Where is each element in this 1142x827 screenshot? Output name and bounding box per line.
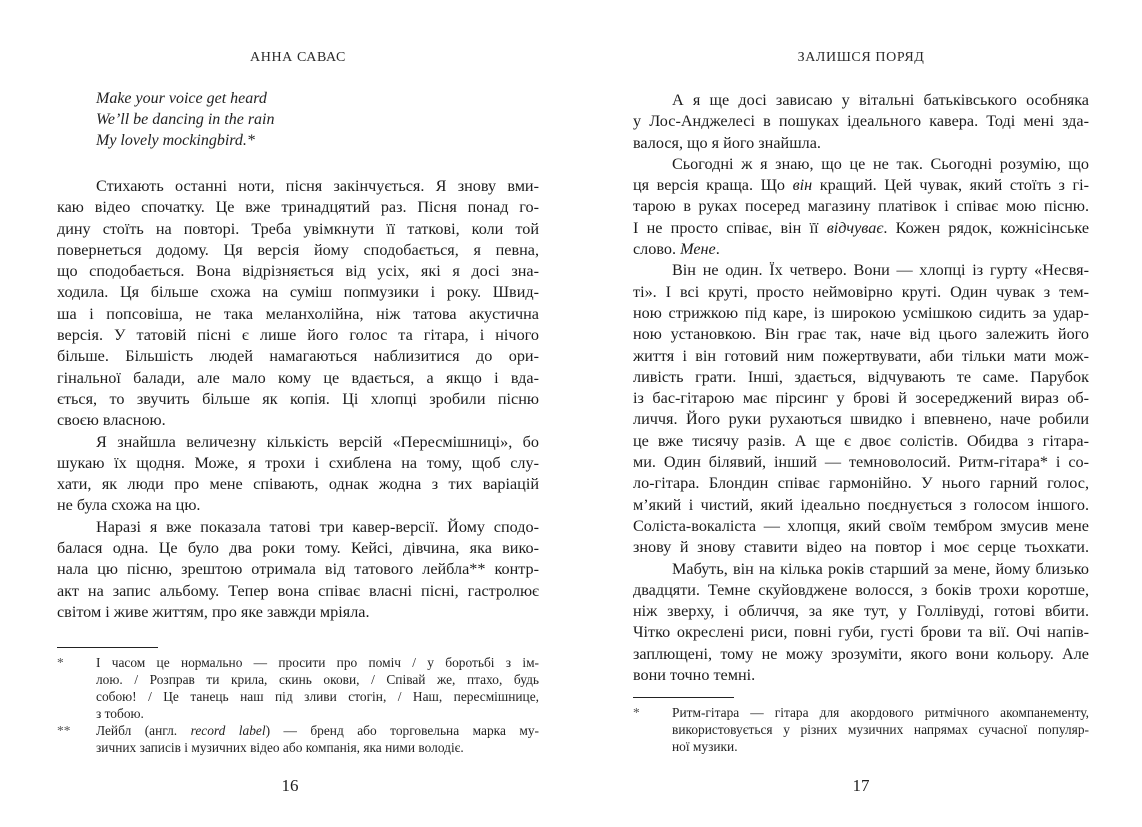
footnote-emphasis: record label [190, 723, 266, 738]
footnote-marker: * [57, 655, 64, 670]
text-line: тарою в руках посеред магазину платівок і співає мою пісню. [633, 197, 1089, 216]
left-page [57, 0, 539, 827]
text-span: слово. [633, 240, 681, 259]
footnote-rhythm-guitar [633, 704, 1089, 755]
footnote-line: зичних записів і музичних відео або компанія, яка ними володіє. [96, 740, 464, 755]
epigraph-line: My lovely mockingbird.* [96, 132, 255, 149]
text-line [633, 239, 1089, 260]
text-line: нала цю пісню, зрештою отримала від татового лейбла** контр- [57, 560, 539, 579]
song-epigraph [96, 88, 275, 151]
text-line: Стихають останні ноти, пісня закінчується. Я знову вми- [96, 177, 539, 195]
text-line: валося, що я його знайшла. [633, 133, 821, 152]
text-line: личчя. Його руки рухаються швидко і впевнено, наче робили [633, 410, 1089, 429]
text-line: дину стоїть на повторі. Треба увімкнути її таткові, коли той [57, 219, 539, 238]
footnote-marker: * [633, 705, 640, 720]
text-emphasis: відчуває [826, 218, 884, 237]
text-line: гінальної балади, але мало кому це вдається, а якщо і вда- [57, 368, 539, 387]
text-line: життя і він готовий ним пожертвувати, аби тільки мати мож- [633, 346, 1089, 365]
text-line: акт на запис альбому. Тепер вона співає власні пісні, гастролює [57, 581, 539, 600]
text-line: ло-гітара. Блондин співає гармонійно. У нього гарний голос, [633, 474, 1089, 493]
text-line: Чітко окреслені риси, повні губи, густі брови та вії. Очі напів- [633, 623, 1089, 642]
text-line: хати, як люди про мене співають, однак жодна з тих варіацій [57, 475, 539, 494]
footnote-line: використовується у різних музичних напрямах сучасної популяр- [672, 722, 1089, 737]
text-line: ми. Один білявий, інший — темноволосий. Ритм-гітара* і со- [633, 453, 1089, 472]
footnote-text: ) — бренд або торговельна марка му- [265, 723, 539, 738]
right-page [633, 0, 1089, 827]
footnote-line: Ритм-гітара — гітара для акордового ритмічного акомпанементу, [672, 705, 1089, 720]
text-line: м’який і чистий, який ідеально поєднується з голосом іншого. [633, 495, 1089, 514]
text-line: ніж зверху, і обличчя, за яке тут, у Голлівуді, готові вбити. [633, 602, 1089, 621]
text-span: кращий. Цей чувак, який стоїть з гі- [812, 176, 1089, 195]
footnote-line: з тобою. [96, 706, 144, 721]
text-line: що сподобається. Вона відрізняється від усіх, які я досі зна- [57, 262, 539, 281]
footnote-rule [633, 697, 734, 698]
text-line: Соліста-вокаліста — хлопця, який своїм тембром змусив мене [633, 516, 1089, 535]
running-head-author: АННА САВАС [250, 50, 346, 65]
footnote-line: лою. / Розправ ти крила, скинь окови, / Співай же, птахо, будь [96, 672, 539, 687]
text-line: А я ще досі зависаю у вітальні батьківського особняка [672, 91, 1089, 109]
text-line: не була схожа на цю. [57, 496, 201, 515]
text-span: . Кожен рядок, кожнісінське [883, 218, 1089, 237]
footnote-lyrics [57, 654, 539, 722]
text-line: Я знайшла величезну кількість версій «Пересмішниці», бо [96, 432, 539, 451]
text-line: балася одна. Це було два роки тому. Кейсі, дівчина, яка вико- [57, 539, 539, 558]
footnote-label [57, 722, 539, 756]
text-line: знову й знову ставити відео на повтор і моє серце тьохкати. [633, 538, 1089, 557]
text-span: ця версія краща. Що [633, 176, 793, 195]
footnotes [57, 654, 539, 756]
text-line: двадцяти. Темне скуйовджене волосся, з боків трохи коротше, [633, 580, 1089, 599]
page-number: 17 [852, 776, 870, 795]
footnote-text: Лейбл (англ. [96, 723, 191, 738]
footnote-line [96, 722, 539, 739]
text-line [633, 218, 1089, 239]
footnote-line: ної музики. [672, 739, 738, 754]
text-line: ша і попсовіша, не така меланхолійна, ніж татова акустична [57, 304, 539, 323]
text-line: каю відео спочатку. Це вже тринадцятий раз. Пісня понад го- [57, 198, 539, 217]
text-line: ті». І всі круті, просто неймовірно круті. Один чувак з тем- [633, 282, 1089, 301]
footnotes [633, 704, 1089, 755]
text-emphasis: Мене [680, 240, 716, 259]
running-head-title: ЗАЛИШСЯ ПОРЯД [797, 50, 925, 65]
text-line: заплющені, тому не можу зрозуміти, якого вони кольору. Але [633, 644, 1089, 663]
body-text [633, 90, 1089, 686]
text-line: версія. У татовій пісні є лише його голос та гітара, і нічого [57, 326, 539, 345]
text-line: ною установкою. Він грає так, наче від цього залежить його [633, 325, 1089, 344]
text-line: повернеться додому. Ця версія йому сподобається, я певна, [57, 240, 539, 259]
text-line: із бас-гітарою має пірсинг у брові й зосереджений вираз об- [633, 389, 1089, 408]
footnote-marker: ** [57, 723, 71, 738]
text-line: більше. Більшість людей намагаються наблизитися до ори- [57, 347, 539, 366]
footnote-line: І часом це нормально — просити про поміч / у боротьбі з ім- [96, 655, 539, 670]
text-span: І не просто співає, він її [633, 218, 827, 237]
text-line: ється, то звучить більше як копія. Ці хлопці зробили пісню [57, 389, 539, 408]
text-line: ливість грати. Інші, здається, відчувають те саме. Парубок [633, 367, 1089, 386]
text-line: своєю власною. [57, 411, 166, 430]
text-line: ходила. Ця більше схожа на суміш попмузики і року. Швид- [57, 283, 539, 302]
text-line: Він не один. Їх четверо. Вони — хлопці із гурту «Несвя- [672, 261, 1089, 280]
text-emphasis: він [792, 176, 813, 195]
epigraph-line: Make your voice get heard [96, 90, 267, 107]
footnote-line: собою! / Це танець наш під зливи стогін, / Наш, пересмішнице, [96, 689, 539, 704]
text-line: вони точно темні. [633, 666, 756, 685]
text-span: . [715, 240, 720, 259]
page-number: 16 [281, 776, 299, 795]
text-line: ною стрижкою під каре, із широкою усмішкою сидить за удар- [633, 303, 1089, 322]
text-line: Наразі я вже показала татові три кавер-версії. Йому сподо- [96, 517, 539, 536]
text-line: Сьогодні ж я знаю, що це не так. Сьогодні розумію, що [672, 154, 1089, 173]
text-line: у Лос-Анджелесі в пошуках ідеального кавера. Тоді мені зда- [633, 112, 1089, 131]
text-line: Мабуть, він на кілька років старший за мене, йому близько [672, 559, 1089, 578]
footnote-rule [57, 647, 158, 648]
text-line [633, 175, 1089, 196]
body-text [57, 176, 539, 623]
text-line: світом і живе життям, про яке завжди мріяла. [57, 602, 370, 621]
epigraph-line: We’ll be dancing in the rain [96, 111, 275, 128]
text-line: це вже тисячу разів. А ще є двоє солістів. Обидва з гітара- [633, 431, 1089, 450]
text-line: шукаю їх щодня. Може, я трохи і схиблена на тому, щоб слу- [57, 453, 539, 472]
